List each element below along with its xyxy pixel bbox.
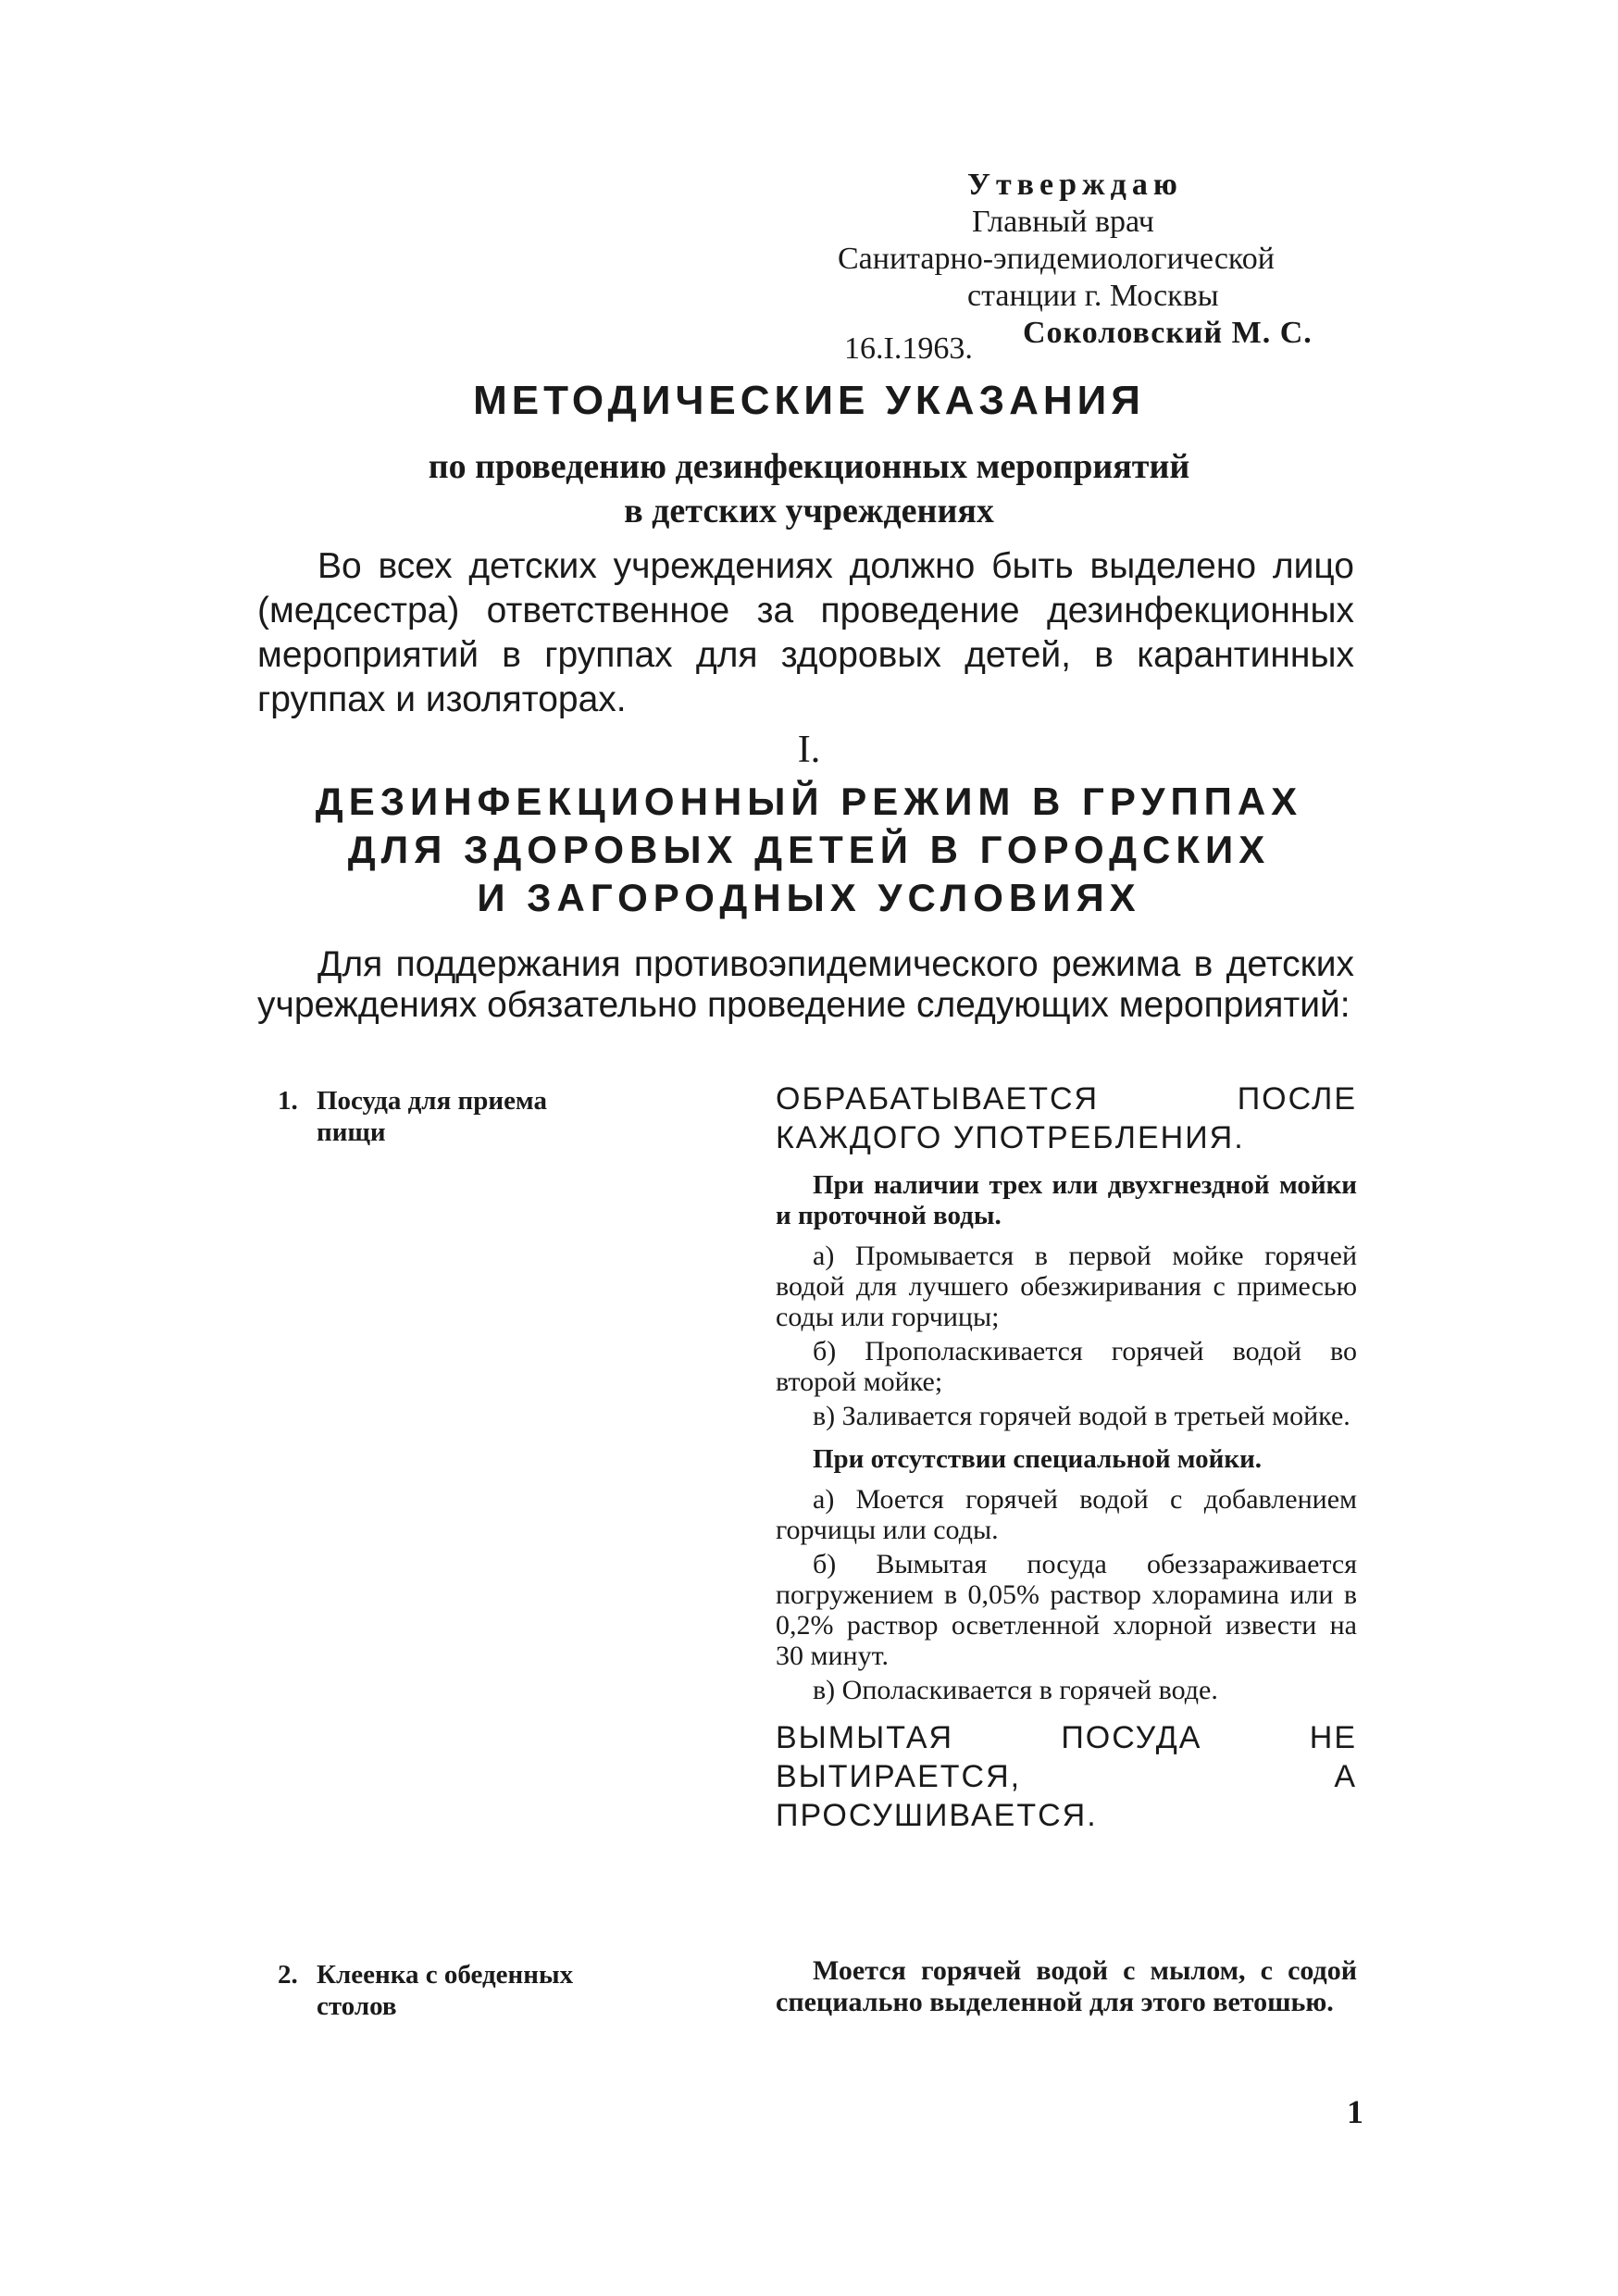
item-2-number: 2.: [278, 1960, 298, 1990]
approval-line-organization: Санитарно-эпидемиологической: [838, 242, 1275, 276]
item-1-case-2-step-c: в) Ополаскивается в горячей воде.: [813, 1675, 1218, 1705]
item-1-case-2-step-b: б) Вымытая посуда обеззараживается погружением в 0,05% раствор хлорамина или в 0,2% раствор осветленной хлорной извести на 30 минут.: [776, 1549, 1357, 1671]
item-1-case-1-step-c: в) Заливается горячей водой в третьей мойке.: [813, 1401, 1350, 1431]
item-1-label: [278, 1085, 547, 1148]
item-1-case-1-step-b: б) Прополаскивается горячей водой во второй мойке;: [776, 1336, 1357, 1397]
item-1-case-1-steps: [776, 1241, 1357, 1431]
approval-line-position: Главный врач: [972, 205, 1154, 239]
approval-block: [838, 167, 1356, 352]
section-lead-paragraph: Для поддержания противоэпидемического режима в детских учреждениях обязательно проведение следующих мероприятий:: [257, 944, 1354, 1025]
subtitle-line-1: по проведению дезинфекционных мероприятий: [428, 447, 1190, 486]
document-title: МЕТОДИЧЕСКИЕ УКАЗАНИЯ: [473, 378, 1145, 423]
document-subtitle: [0, 444, 1618, 533]
item-1-label-line-2: пищи: [317, 1117, 386, 1147]
item-1-closing-note: ВЫМЫТАЯ ПОСУДА НЕ ВЫТИРАЕТСЯ, А ПРОСУШИВАЕТСЯ.: [776, 1720, 1357, 1833]
item-1-description: [776, 1079, 1357, 1835]
item-2-text: Моется горячей водой с мылом, с содой специально выделенной для этого ветошью.: [776, 1955, 1357, 2017]
item-1-case-1-heading: При наличии трех или двухгнездной мойки и проточной воды.: [776, 1170, 1357, 1230]
item-1-case-2-step-a: а) Моется горячей водой с добавлением горчицы или соды.: [776, 1484, 1357, 1545]
approval-line-city: станции г. Москвы: [967, 279, 1219, 313]
item-2-label-line-2: столов: [317, 1991, 397, 2021]
item-1-label-line-1: Посуда для приема: [317, 1086, 547, 1116]
item-1-number: 1.: [278, 1086, 298, 1116]
item-2-label-line-1: Клеенка с обеденных: [317, 1960, 574, 1990]
section-title-line-3: И ЗАГОРОДНЫХ УСЛОВИЯХ: [477, 876, 1141, 919]
approval-line-approve: Утверждаю: [967, 168, 1183, 202]
item-1-case-2-heading: При отсутствии специальной мойки.: [813, 1444, 1263, 1474]
page-number: 1: [1347, 2093, 1363, 2130]
item-1-case-2-steps: [776, 1484, 1357, 1705]
approval-date: 16.I.1963.: [844, 331, 973, 366]
item-1-case-1-step-a: а) Промывается в первой мойке горячей водой для лучшего обезжиривания с примесью соды или горчицы;: [776, 1241, 1357, 1332]
item-2-label: [278, 1959, 573, 2022]
section-title-line-1: ДЕЗИНФЕКЦИОННЫЙ РЕЖИМ В ГРУППАХ: [315, 780, 1303, 823]
item-1-caps-heading: ОБРАБАТЫВАЕТСЯ ПОСЛЕ КАЖДОГО УПОТРЕБЛЕНИЯ.: [776, 1081, 1357, 1155]
approval-line-signatory: Соколовский М. С.: [1023, 316, 1313, 350]
section-number: I.: [797, 729, 821, 771]
item-2-description: [776, 1955, 1357, 2028]
section-title-line-2: ДЛЯ ЗДОРОВЫХ ДЕТЕЙ В ГОРОДСКИХ: [347, 828, 1271, 871]
section-title: [0, 778, 1618, 922]
subtitle-line-2: в детских учреждениях: [624, 492, 994, 530]
intro-paragraph: Во всех детских учреждениях должно быть выделено лицо (медсестра) ответственное за проведение дезинфекционных мероприятий в группах для здоровых детей, в карантинных группах и изоляторах.: [257, 546, 1354, 719]
